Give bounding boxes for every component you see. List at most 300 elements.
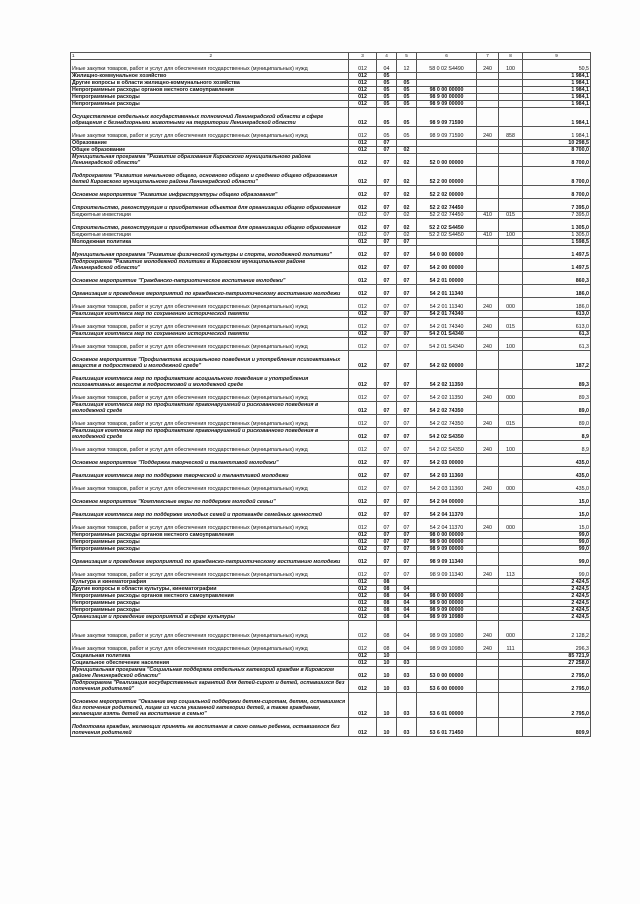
row-amount: 2 795,0 <box>523 680 591 693</box>
row-expense-type <box>477 506 499 519</box>
row-section-code: 07 <box>377 506 397 519</box>
row-extra-code <box>499 140 523 147</box>
table-row <box>71 73 591 80</box>
row-ministry-code: 012 <box>349 73 377 80</box>
table-row <box>71 680 591 693</box>
row-expense-type <box>477 614 499 621</box>
row-target-code: 54 2 01 S4340 <box>417 331 477 338</box>
row-amount: 99,0 <box>523 532 591 539</box>
table-row <box>71 259 591 272</box>
row-ministry-code: 012 <box>349 621 377 640</box>
row-subsection-code: 07 <box>397 259 417 272</box>
row-section-code: 07 <box>377 199 397 212</box>
row-extra-code <box>499 331 523 338</box>
row-amount: 99,0 <box>523 546 591 553</box>
row-extra-code <box>499 272 523 285</box>
row-expense-type <box>477 532 499 539</box>
row-section-code: 08 <box>377 600 397 607</box>
row-extra-code <box>499 660 523 667</box>
row-subsection-code: 02 <box>397 154 417 167</box>
row-name: Непрограммные расходы <box>71 607 349 614</box>
table-row <box>71 338 591 351</box>
row-section-code: 10 <box>377 680 397 693</box>
row-name: Подпрограмма "Развитие молодежной политики в Кировском муниципальном районе Ленинградской области" <box>71 259 349 272</box>
row-ministry-code: 012 <box>349 693 377 718</box>
row-target-code: 98 9 09 71590 <box>417 108 477 127</box>
row-subsection-code: 07 <box>397 493 417 506</box>
row-ministry-code: 012 <box>349 60 377 73</box>
row-ministry-code: 012 <box>349 285 377 298</box>
row-section-code: 07 <box>377 259 397 272</box>
table-row <box>71 318 591 331</box>
row-expense-type <box>477 493 499 506</box>
row-extra-code <box>499 94 523 101</box>
table-row <box>71 154 591 167</box>
row-subsection-code: 04 <box>397 621 417 640</box>
row-name: Иные закупки товаров, работ и услуг для обеспечения государственных (муниципальных) нужд <box>71 338 349 351</box>
row-section-code: 07 <box>377 285 397 298</box>
table-row <box>71 621 591 640</box>
row-extra-code <box>499 539 523 546</box>
row-amount: 8,9 <box>523 428 591 441</box>
row-name: Иные закупки товаров, работ и услуг для обеспечения государственных (муниципальных) нужд <box>71 519 349 532</box>
row-name: Реализация комплекса мер по сохранению исторической памяти <box>71 331 349 338</box>
row-extra-code: 000 <box>499 298 523 311</box>
row-subsection-code: 05 <box>397 94 417 101</box>
row-target-code <box>417 140 477 147</box>
table-body <box>71 53 591 737</box>
row-ministry-code: 012 <box>349 402 377 415</box>
row-name: Основное мероприятие "Развитие инфраструктуры общего образования" <box>71 186 349 199</box>
row-subsection-code: 03 <box>397 693 417 718</box>
row-subsection-code: 07 <box>397 331 417 338</box>
row-target-code: 98 9 09 71590 <box>417 127 477 140</box>
row-section-code: 07 <box>377 415 397 428</box>
row-expense-type: 240 <box>477 621 499 640</box>
row-ministry-code: 012 <box>349 167 377 186</box>
row-extra-code <box>499 219 523 232</box>
row-ministry-code: 012 <box>349 318 377 331</box>
row-section-code: 07 <box>377 493 397 506</box>
row-ministry-code: 012 <box>349 593 377 600</box>
row-extra-code <box>499 653 523 660</box>
row-ministry-code: 012 <box>349 553 377 566</box>
row-subsection-code: 02 <box>397 167 417 186</box>
row-expense-type <box>477 653 499 660</box>
row-subsection-code: 05 <box>397 87 417 94</box>
row-amount: 2 795,0 <box>523 667 591 680</box>
row-section-code: 07 <box>377 370 397 389</box>
header-number: 2 <box>209 53 213 58</box>
row-expense-type: 240 <box>477 298 499 311</box>
row-extra-code <box>499 402 523 415</box>
row-target-code: 98 9 00 00000 <box>417 94 477 101</box>
row-expense-type: 410 <box>477 232 499 239</box>
header-cell: 8 <box>499 53 523 60</box>
row-target-code: 54 2 00 00000 <box>417 259 477 272</box>
row-expense-type <box>477 454 499 467</box>
row-name: Подготовка граждан, желающих принять на воспитание в свою семью ребенка, оставшегося без попечения родителей <box>71 718 349 737</box>
row-extra-code <box>499 199 523 212</box>
table-row <box>71 546 591 553</box>
row-expense-type: 240 <box>477 338 499 351</box>
row-subsection-code: 07 <box>397 415 417 428</box>
row-section-code: 07 <box>377 154 397 167</box>
row-section-code: 08 <box>377 579 397 586</box>
row-expense-type <box>477 272 499 285</box>
row-section-code: 08 <box>377 593 397 600</box>
row-ministry-code: 012 <box>349 579 377 586</box>
row-ministry-code: 012 <box>349 239 377 246</box>
row-extra-code <box>499 593 523 600</box>
row-subsection-code: 05 <box>397 108 417 127</box>
row-extra-code <box>499 532 523 539</box>
row-ministry-code: 012 <box>349 667 377 680</box>
row-section-code: 07 <box>377 311 397 318</box>
column-number-row <box>71 53 591 60</box>
row-ministry-code: 012 <box>349 586 377 593</box>
row-amount: 15,0 <box>523 519 591 532</box>
table-row <box>71 579 591 586</box>
row-amount: 2 424,5 <box>523 593 591 600</box>
row-name: Строительство, реконструкция и приобретение объектов для организации общего образования <box>71 219 349 232</box>
row-name: Основное мероприятие "Оказание мер социальной поддержки детям-сиротам, детям, оставшимся без попечения родителей, лицам из числа указанной категории детей, а также гражданам, желающим взять детей на воспитание в семью" <box>71 693 349 718</box>
row-target-code: 53 6 01 71450 <box>417 718 477 737</box>
row-extra-code <box>499 311 523 318</box>
row-section-code: 07 <box>377 454 397 467</box>
row-name: Подпрограмма "Реализация государственных гарантий для детей-сирот и детей, оставшихся без попечения родителей" <box>71 680 349 693</box>
row-ministry-code: 012 <box>349 428 377 441</box>
table-row <box>71 415 591 428</box>
row-target-code: 54 2 01 11340 <box>417 298 477 311</box>
row-name: Культура и кинематография <box>71 579 349 586</box>
table-row <box>71 80 591 87</box>
row-amount: 8,9 <box>523 441 591 454</box>
row-name: Непрограммные расходы органов местного самоуправления <box>71 532 349 539</box>
row-target-code: 98 9 00 00000 <box>417 539 477 546</box>
row-section-code: 10 <box>377 718 397 737</box>
row-section-code: 10 <box>377 693 397 718</box>
table-row <box>71 493 591 506</box>
row-expense-type <box>477 154 499 167</box>
row-name: Реализация комплекса мер по профилактике правонарушений и рискованного поведения в молодежной среде <box>71 402 349 415</box>
row-section-code: 05 <box>377 94 397 101</box>
row-ministry-code: 012 <box>349 298 377 311</box>
row-extra-code: 000 <box>499 621 523 640</box>
row-target-code: 58 0 02 S4490 <box>417 60 477 73</box>
row-expense-type: 240 <box>477 127 499 140</box>
row-expense-type <box>477 246 499 259</box>
row-amount: 296,3 <box>523 640 591 653</box>
row-ministry-code: 012 <box>349 351 377 370</box>
row-amount: 89,3 <box>523 370 591 389</box>
row-ministry-code: 012 <box>349 94 377 101</box>
row-ministry-code: 012 <box>349 566 377 579</box>
row-ministry-code: 012 <box>349 219 377 232</box>
row-subsection-code <box>397 579 417 586</box>
table-row <box>71 600 591 607</box>
table-row <box>71 607 591 614</box>
row-name: Муниципальная программа "Развитие физической культуры и спорта, молодежной политики" <box>71 246 349 259</box>
row-target-code: 52 2 02 74450 <box>417 199 477 212</box>
row-name: Реализация комплекса мер по профилактике асоциального поведения и употребления психоактивных веществ в подростковой и молодежной среде <box>71 370 349 389</box>
row-target-code: 98 9 09 10980 <box>417 621 477 640</box>
row-subsection-code: 02 <box>397 186 417 199</box>
row-target-code: 54 2 04 11370 <box>417 506 477 519</box>
row-name: Бюджетные инвестиции <box>71 232 349 239</box>
row-expense-type <box>477 186 499 199</box>
row-expense-type <box>477 101 499 108</box>
row-ministry-code: 012 <box>349 718 377 737</box>
table-row <box>71 140 591 147</box>
row-expense-type <box>477 259 499 272</box>
row-subsection-code: 07 <box>397 246 417 259</box>
header-cell: 3 <box>349 53 377 60</box>
row-ministry-code: 012 <box>349 272 377 285</box>
table-row <box>71 239 591 246</box>
row-ministry-code: 012 <box>349 546 377 553</box>
row-section-code: 07 <box>377 532 397 539</box>
row-ministry-code: 012 <box>349 154 377 167</box>
row-name: Непрограммные расходы <box>71 94 349 101</box>
row-expense-type: 240 <box>477 415 499 428</box>
table-row <box>71 370 591 389</box>
table-row <box>71 402 591 415</box>
row-subsection-code: 07 <box>397 467 417 480</box>
row-section-code: 07 <box>377 239 397 246</box>
row-subsection-code: 07 <box>397 441 417 454</box>
row-name: Жилищно-коммунальное хозяйство <box>71 73 349 80</box>
row-amount: 1 497,5 <box>523 246 591 259</box>
table-row <box>71 640 591 653</box>
row-subsection-code: 07 <box>397 402 417 415</box>
row-ministry-code: 012 <box>349 259 377 272</box>
row-name: Муниципальная программа "Развитие образования Кировского муниципального района Ленинградской области" <box>71 154 349 167</box>
row-section-code: 05 <box>377 87 397 94</box>
row-name: Социальная политика <box>71 653 349 660</box>
row-ministry-code: 012 <box>349 607 377 614</box>
row-extra-code: 113 <box>499 566 523 579</box>
table-row <box>71 614 591 621</box>
row-expense-type: 240 <box>477 441 499 454</box>
row-target-code: 54 2 01 00000 <box>417 272 477 285</box>
row-section-code: 07 <box>377 467 397 480</box>
row-extra-code <box>499 693 523 718</box>
table-row <box>71 660 591 667</box>
row-ministry-code: 012 <box>349 600 377 607</box>
row-extra-code <box>499 506 523 519</box>
row-amount: 15,0 <box>523 506 591 519</box>
row-subsection-code: 04 <box>397 593 417 600</box>
row-amount: 2 424,5 <box>523 586 591 593</box>
row-name: Социальное обеспечение населения <box>71 660 349 667</box>
row-extra-code <box>499 285 523 298</box>
header-cell: 9 <box>523 53 591 60</box>
row-subsection-code: 07 <box>397 566 417 579</box>
row-name: Непрограммные расходы <box>71 101 349 108</box>
row-section-code: 05 <box>377 101 397 108</box>
row-target-code: 52 2 02 74450 <box>417 212 477 219</box>
table-row <box>71 519 591 532</box>
row-subsection-code: 03 <box>397 680 417 693</box>
row-subsection-code: 02 <box>397 212 417 219</box>
row-amount: 1 984,1 <box>523 80 591 87</box>
row-ministry-code: 012 <box>349 493 377 506</box>
table-row <box>71 127 591 140</box>
row-extra-code <box>499 73 523 80</box>
table-row <box>71 101 591 108</box>
row-subsection-code: 04 <box>397 586 417 593</box>
row-subsection-code: 04 <box>397 607 417 614</box>
row-amount: 613,0 <box>523 311 591 318</box>
row-name: Непрограммные расходы органов местного самоуправления <box>71 593 349 600</box>
row-target-code: 54 2 04 00000 <box>417 493 477 506</box>
row-section-code: 08 <box>377 614 397 621</box>
row-ministry-code: 012 <box>349 680 377 693</box>
row-section-code: 10 <box>377 660 397 667</box>
row-section-code: 05 <box>377 80 397 87</box>
table-row <box>71 108 591 127</box>
row-extra-code: 000 <box>499 389 523 402</box>
row-ministry-code: 012 <box>349 389 377 402</box>
table-row <box>71 467 591 480</box>
row-section-code: 07 <box>377 186 397 199</box>
row-target-code: 54 2 02 00000 <box>417 351 477 370</box>
row-ministry-code: 012 <box>349 80 377 87</box>
row-expense-type <box>477 80 499 87</box>
row-extra-code <box>499 186 523 199</box>
row-section-code: 08 <box>377 607 397 614</box>
row-ministry-code: 012 <box>349 532 377 539</box>
row-name: Иные закупки товаров, работ и услуг для обеспечения государственных (муниципальных) нужд <box>71 566 349 579</box>
row-amount: 186,0 <box>523 285 591 298</box>
row-ministry-code: 012 <box>349 212 377 219</box>
row-ministry-code: 012 <box>349 441 377 454</box>
table-row <box>71 87 591 94</box>
row-target-code: 54 2 01 11340 <box>417 285 477 298</box>
table-row <box>71 718 591 737</box>
row-subsection-code: 03 <box>397 660 417 667</box>
row-expense-type <box>477 593 499 600</box>
row-subsection-code: 07 <box>397 546 417 553</box>
row-extra-code <box>499 87 523 94</box>
row-expense-type <box>477 94 499 101</box>
row-section-code: 10 <box>377 667 397 680</box>
row-section-code: 07 <box>377 232 397 239</box>
row-subsection-code: 07 <box>397 311 417 318</box>
row-section-code: 07 <box>377 566 397 579</box>
row-section-code: 08 <box>377 640 397 653</box>
row-amount: 1 598,5 <box>523 239 591 246</box>
row-extra-code <box>499 154 523 167</box>
header-cell-name <box>71 53 349 60</box>
row-amount: 2 424,5 <box>523 614 591 621</box>
row-target-code: 98 9 00 00000 <box>417 600 477 607</box>
row-amount: 1 305,0 <box>523 232 591 239</box>
row-section-code: 07 <box>377 539 397 546</box>
row-subsection-code: 03 <box>397 667 417 680</box>
row-section-code: 07 <box>377 338 397 351</box>
row-ministry-code: 012 <box>349 454 377 467</box>
row-amount: 435,0 <box>523 467 591 480</box>
row-name: Основное мероприятие "Комплексные меры по поддержке молодой семьи" <box>71 493 349 506</box>
row-subsection-code: 07 <box>397 506 417 519</box>
row-name: Реализация комплекса мер по поддержке творческой и талантливой молодежи <box>71 467 349 480</box>
row-section-code: 07 <box>377 246 397 259</box>
row-ministry-code: 012 <box>349 232 377 239</box>
row-amount: 7 395,0 <box>523 199 591 212</box>
row-subsection-code: 05 <box>397 127 417 140</box>
row-name: Иные закупки товаров, работ и услуг для обеспечения государственных (муниципальных) нужд <box>71 318 349 331</box>
row-subsection-code: 05 <box>397 101 417 108</box>
row-section-code: 07 <box>377 546 397 553</box>
row-expense-type: 240 <box>477 480 499 493</box>
row-ministry-code: 012 <box>349 338 377 351</box>
row-section-code: 07 <box>377 140 397 147</box>
row-section-code: 07 <box>377 212 397 219</box>
row-amount: 1 305,0 <box>523 219 591 232</box>
row-section-code: 07 <box>377 402 397 415</box>
row-subsection-code <box>397 653 417 660</box>
row-expense-type <box>477 285 499 298</box>
row-extra-code: 015 <box>499 318 523 331</box>
row-subsection-code: 07 <box>397 272 417 285</box>
row-extra-code <box>499 607 523 614</box>
row-extra-code: 111 <box>499 640 523 653</box>
row-ministry-code: 012 <box>349 614 377 621</box>
row-name: Иные закупки товаров, работ и услуг для обеспечения государственных (муниципальных) нужд <box>71 389 349 402</box>
row-name: Другие вопросы в области жилищно-коммунального хозяйства <box>71 80 349 87</box>
row-subsection-code: 07 <box>397 553 417 566</box>
row-expense-type <box>477 219 499 232</box>
row-ministry-code: 012 <box>349 127 377 140</box>
row-expense-type: 240 <box>477 640 499 653</box>
row-name: Организация и проведение мероприятий по гражданско-патриотическому воспитанию молодежи <box>71 285 349 298</box>
row-amount: 1 984,1 <box>523 73 591 80</box>
row-target-code <box>417 239 477 246</box>
row-expense-type <box>477 718 499 737</box>
table-row <box>71 219 591 232</box>
row-section-code: 05 <box>377 73 397 80</box>
table-row <box>71 60 591 73</box>
row-target-code: 52 0 00 00000 <box>417 154 477 167</box>
row-target-code: 98 0 00 00000 <box>417 87 477 94</box>
row-subsection-code <box>397 140 417 147</box>
row-expense-type <box>477 73 499 80</box>
row-target-code: 98 9 09 00000 <box>417 546 477 553</box>
row-subsection-code: 07 <box>397 519 417 532</box>
row-target-code: 98 0 00 00000 <box>417 593 477 600</box>
row-name: Муниципальная программа "Социальная поддержка отдельных категорий граждан в Кировском районе Ленинградской области" <box>71 667 349 680</box>
header-cell: 7 <box>477 53 499 60</box>
row-name: Организация и проведение мероприятий в сфере культуры <box>71 614 349 621</box>
row-extra-code <box>499 108 523 127</box>
row-extra-code <box>499 167 523 186</box>
table-row <box>71 532 591 539</box>
row-target-code: 98 0 00 00000 <box>417 532 477 539</box>
row-section-code: 05 <box>377 127 397 140</box>
row-amount: 1 497,5 <box>523 259 591 272</box>
table-row <box>71 285 591 298</box>
row-subsection-code: 02 <box>397 147 417 154</box>
table-row <box>71 454 591 467</box>
table-row <box>71 232 591 239</box>
row-expense-type <box>477 539 499 546</box>
row-extra-code <box>499 147 523 154</box>
row-amount: 1 984,1 <box>523 101 591 108</box>
table-row <box>71 246 591 259</box>
row-amount: 186,0 <box>523 298 591 311</box>
